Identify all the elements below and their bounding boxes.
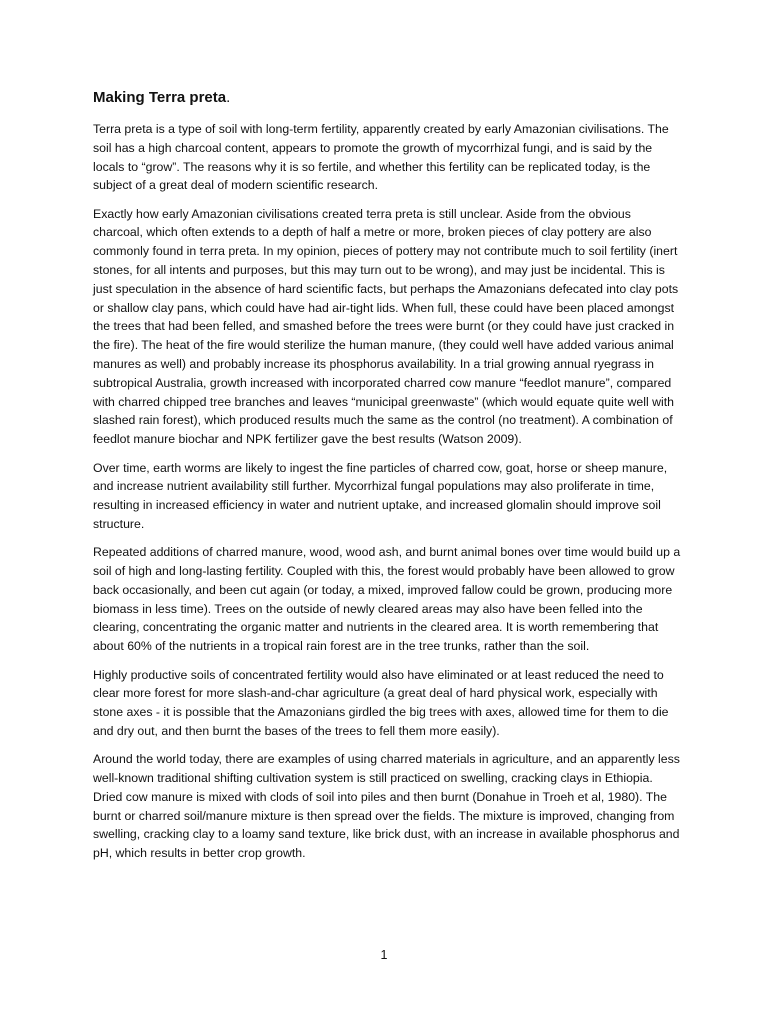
document-title [93, 88, 683, 108]
paragraph-repeated-additions: Repeated additions of charred manure, wood, wood ash, and burnt animal bones over time would build up a soil of high and long-lasting fertility. Coupled with this, the forest would probably have been allowed to grow back occasionally, and been cut again (or today, a mixed, improved fallow could be grown, producing more biomass in less time). Trees on the outside of newly cleared areas may also have been felled into the clearing, concentrating the organic matter and nutrients in the cleared area. It is worth remembering that about 60% of the nutrients in a tropical rain forest are in the tree trunks, rather than the soil. [93, 545, 681, 654]
paragraph-earthworms: Over time, earth worms are likely to ingest the fine particles of charred cow, goat, horse or sheep manure, and increase nutrient availability still further. Mycorrhizal fungal populations may also proliferate in time, resulting in increased efficiency in water and nutrient uptake, and increased glomalin should improve soil structure. [93, 460, 668, 531]
document-title-period: . [226, 89, 231, 106]
paragraph-intro: Terra preta is a type of soil with long-term fertility, apparently created by early Amazonian civilisations. The soil has a high charcoal content, appears to promote the growth of mycorrhizal fungi, and is said by the locals to “grow”. The reasons why it is so fertile, and whether this fertility can be replicated today, is the subject of a great deal of modern scientific research. [93, 122, 669, 193]
document-title-text: Making Terra preta [93, 89, 227, 106]
page-number: 1 [380, 948, 388, 962]
paragraph-origins: Exactly how early Amazonian civilisations created terra preta is still unclear. Aside from the obvious charcoal, which often extends to a depth of half a metre or more, broken pieces of clay pottery are also commonly found in terra preta. In my opinion, pieces of pottery may not contribute much to soil fertility (inert stones, for all intents and purposes, but this may turn out to be wrong), and may just be incidental. This is just speculation in the absence of hard scientific facts, but perhaps the Amazonians defecated into clay pots or shallow clay pans, which could have had air-tight lids. When full, these could have been placed amongst the trees that had been felled, and smashed before the trees were burnt (or they could have just cracked in the fire). The heat of the fire would sterilize the human manure, (they could well have added various animal manures as well) and probably increase its phosphorus availability. In a trial growing annual ryegrass in subtropical Australia, growth increased with incorporated charred cow manure “feedlot manure”, compared with charred chipped tree branches and leaves “municipal greenwaste” (which would equate quite well with slashed rain forest), which produced results much the same as the control (no treatment). A combination of feedlot manure biochar and NPK fertilizer gave the best results (Watson 2009). [93, 206, 679, 447]
paragraph-ethiopia: Around the world today, there are examples of using charred materials in agriculture, and an apparently less well-known traditional shifting cultivation system is still practiced on swelling, cracking clays in Ethiopia. Dried cow manure is mixed with clods of soil into piles and then burnt (Donahue in Troeh et al, 1980). The burnt or charred soil/manure mixture is then spread over the fields. The mixture is improved, changing from swelling, cracking clay to a loamy sand texture, like brick dust, with an increase in available phosphorus and pH, which results in better crop growth. [93, 752, 680, 861]
document-page [93, 88, 683, 872]
paragraph-productive-soils: Highly productive soils of concentrated fertility would also have eliminated or at least reduced the need to clear more forest for more slash-and-char agriculture (a great deal of hard physical work, especially with stone axes - it is possible that the Amazonians girdled the big trees with axes, allowed time for them to die and dry out, and then burnt the bases of the trees to fell them more easily). [93, 667, 669, 738]
